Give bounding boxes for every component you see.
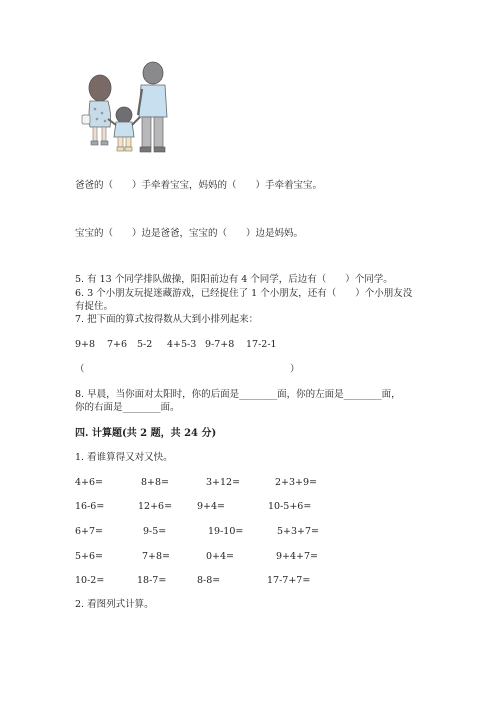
question-5: 5. 有 13 个同学排队做操，阳阳前边有 4 个同学，后边有（ ）个同学。 (75, 274, 393, 285)
q7-expression: 4+5-3 (167, 339, 197, 350)
q7-expression: 5-2 (137, 339, 153, 350)
calc-item: 17-7+7= (267, 575, 311, 586)
calc-item: 12+6= (138, 501, 173, 512)
calc-item: 10-2= (75, 575, 105, 586)
calc-item: 9+4+7= (276, 551, 319, 562)
section-4-title: 四. 计算题(共 2 题，共 24 分) (75, 428, 217, 439)
q7-expression: 7+6 (107, 339, 128, 350)
calc-item: 18-7= (137, 575, 167, 586)
calc-item: 10-5+6= (268, 501, 312, 512)
mom-figure (82, 75, 111, 145)
calc-item: 0+4= (206, 551, 235, 562)
section-4-question-1: 1. 看谁算得又对又快。 (75, 452, 173, 463)
calc-item: 6+7= (75, 526, 104, 537)
calc-item: 8-8= (197, 575, 221, 586)
question-dad-mom-hands: 爸爸的（ ）手牵着宝宝，妈妈的（ ）手牵着宝宝。 (75, 180, 323, 191)
calc-item: 2+3+9= (275, 477, 318, 488)
q7-answer-paren-right: ） (290, 364, 300, 375)
q7-answer-paren-left: （ (75, 364, 85, 375)
calc-item: 16-6= (75, 501, 105, 512)
calc-item: 5+3+7= (277, 526, 320, 537)
dad-figure (138, 62, 167, 152)
question-6-line-1: 6. 3 个小朋友玩捉迷藏游戏，已经捉住了 1 个小朋友，还有（ ）个小朋友没 (75, 288, 413, 299)
section-4-question-2: 2. 看图列式计算。 (75, 599, 154, 610)
question-8-line-1: 8. 早晨，当你面对太阳时，你的后面是________面，你的左面是________面， (75, 389, 401, 400)
q7-expression: 9+8 (75, 339, 96, 350)
calc-item: 8+8= (141, 477, 170, 488)
question-6-line-2: 有捉住。 (75, 301, 114, 312)
calc-item: 9+4= (197, 501, 226, 512)
calc-item: 9-5= (143, 526, 167, 537)
calc-item: 3+12= (206, 477, 241, 488)
question-7: 7. 把下面的算式按得数从大到小排列起来： (75, 314, 259, 325)
calc-item: 4+6= (75, 477, 104, 488)
calc-item: 19-10= (208, 526, 244, 537)
family-walking-illustration (78, 55, 173, 160)
q7-expression: 9-7+8 (205, 339, 235, 350)
calc-item: 7+8= (142, 551, 171, 562)
q7-expression: 17-2-1 (246, 339, 277, 350)
question-8-line-2: 你的右面是________面。 (75, 402, 180, 413)
child-figure (108, 107, 140, 151)
calc-item: 5+6= (75, 551, 104, 562)
question-baby-sides: 宝宝的（ ）边是爸爸，宝宝的（ ）边是妈妈。 (75, 228, 304, 239)
